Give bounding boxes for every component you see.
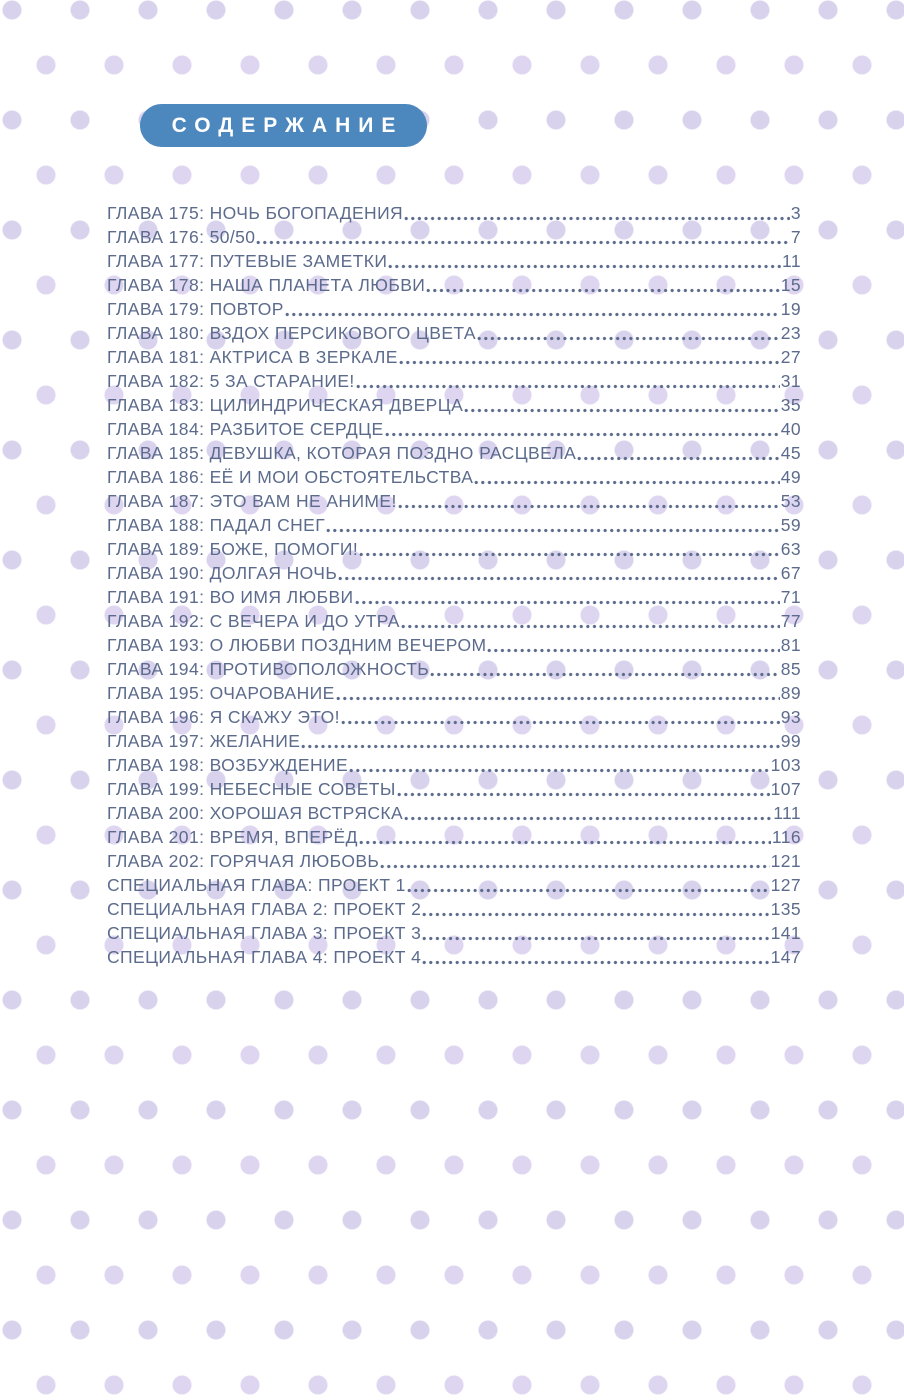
dot-leader bbox=[349, 754, 770, 776]
toc-entry-page: 116 bbox=[771, 827, 801, 847]
dot-leader bbox=[385, 418, 780, 440]
dot-leader bbox=[422, 946, 769, 968]
toc-entry bbox=[107, 872, 801, 896]
toc-entry bbox=[107, 392, 801, 416]
dot-leader bbox=[356, 370, 780, 392]
toc-entry-title: ГЛАВА 201: ВРЕМЯ, ВПЕРЁД bbox=[107, 827, 358, 847]
toc-entry-page: 111 bbox=[773, 803, 801, 823]
toc-entry bbox=[107, 512, 801, 536]
dot-leader bbox=[474, 466, 779, 488]
dot-leader bbox=[301, 730, 779, 752]
toc-entry-title: ГЛАВА 188: ПАДАЛ СНЕГ bbox=[107, 515, 326, 535]
page-title: СОДЕРЖАНИЕ bbox=[171, 113, 404, 137]
toc-entry bbox=[107, 752, 801, 776]
toc-entry-title: ГЛАВА 187: ЭТО ВАМ НЕ АНИМЕ! bbox=[107, 491, 397, 511]
toc-entry-page: 3 bbox=[790, 203, 801, 223]
toc-entry-page: 27 bbox=[780, 347, 801, 367]
dot-leader bbox=[477, 322, 780, 344]
toc-entry-page: 53 bbox=[780, 491, 801, 511]
toc-entry-page: 23 bbox=[780, 323, 801, 343]
toc-entry-page: 59 bbox=[780, 515, 801, 535]
toc-entry-title: ГЛАВА 175: НОЧЬ БОГОПАДЕНИЯ bbox=[107, 203, 404, 223]
toc-entry bbox=[107, 344, 801, 368]
toc-entry-title: ГЛАВА 189: БОЖЕ, ПОМОГИ! bbox=[107, 539, 359, 559]
toc-entry-title: ГЛАВА 190: ДОЛГАЯ НОЧЬ bbox=[107, 563, 338, 583]
toc-entry-title: ГЛАВА 182: 5 ЗА СТАРАНИЕ! bbox=[107, 371, 355, 391]
toc-entry bbox=[107, 704, 801, 728]
toc-entry bbox=[107, 320, 801, 344]
dot-leader bbox=[404, 802, 772, 824]
toc-entry-title: СПЕЦИАЛЬНАЯ ГЛАВА 4: ПРОЕКТ 4 bbox=[107, 947, 422, 967]
toc-entry-page: 40 bbox=[780, 419, 801, 439]
toc-entry-title: ГЛАВА 178: НАША ПЛАНЕТА ЛЮБВИ bbox=[107, 275, 426, 295]
dot-leader bbox=[577, 442, 780, 464]
toc-entry-page: 93 bbox=[780, 707, 801, 727]
toc-entry-page: 15 bbox=[780, 275, 801, 295]
toc-entry-page: 71 bbox=[780, 587, 801, 607]
toc-entry bbox=[107, 464, 801, 488]
toc-entry-title: ГЛАВА 177: ПУТЕВЫЕ ЗАМЕТКИ bbox=[107, 251, 388, 271]
toc-entry-page: 99 bbox=[780, 731, 801, 751]
dot-leader bbox=[422, 898, 769, 920]
dot-leader bbox=[464, 394, 780, 416]
dot-leader bbox=[341, 706, 780, 728]
dot-leader bbox=[285, 298, 780, 320]
toc-entry bbox=[107, 416, 801, 440]
toc-entry bbox=[107, 920, 801, 944]
toc-entry bbox=[107, 248, 801, 272]
toc-entry-page: 67 bbox=[780, 563, 801, 583]
toc-entry-title: ГЛАВА 195: ОЧАРОВАНИЕ bbox=[107, 683, 335, 703]
toc-entry bbox=[107, 368, 801, 392]
toc-entry-page: 81 bbox=[780, 635, 801, 655]
toc-entry-title: ГЛАВА 181: АКТРИСА В ЗЕРКАЛЕ bbox=[107, 347, 398, 367]
toc-entry-page: 19 bbox=[780, 299, 801, 319]
dot-leader bbox=[399, 346, 780, 368]
toc-entry-page: 7 bbox=[790, 227, 801, 247]
toc-entry-page: 35 bbox=[780, 395, 801, 415]
toc-entry bbox=[107, 824, 801, 848]
toc-entry-page: 77 bbox=[780, 611, 801, 631]
toc-entry bbox=[107, 680, 801, 704]
toc-entry-title: СПЕЦИАЛЬНАЯ ГЛАВА 2: ПРОЕКТ 2 bbox=[107, 899, 422, 919]
toc-entry-title: ГЛАВА 186: ЕЁ И МОИ ОБСТОЯТЕЛЬСТВА bbox=[107, 467, 474, 487]
toc-entry-title: ГЛАВА 193: О ЛЮБВИ ПОЗДНИМ ВЕЧЕРОМ bbox=[107, 635, 487, 655]
dot-leader bbox=[407, 874, 770, 896]
toc-entry-page: 85 bbox=[780, 659, 801, 679]
dot-leader bbox=[388, 250, 781, 272]
toc-entry bbox=[107, 488, 801, 512]
toc-entry-title: ГЛАВА 180: ВЗДОХ ПЕРСИКОВОГО ЦВЕТА bbox=[107, 323, 476, 343]
toc-entry bbox=[107, 632, 801, 656]
dot-leader bbox=[430, 658, 780, 680]
toc-entry bbox=[107, 848, 801, 872]
dot-leader bbox=[338, 562, 779, 584]
toc-entry-title: ГЛАВА 200: ХОРОШАЯ ВСТРЯСКА bbox=[107, 803, 404, 823]
toc-entry-title: СПЕЦИАЛЬНАЯ ГЛАВА: ПРОЕКТ 1 bbox=[107, 875, 406, 895]
dot-leader bbox=[398, 490, 780, 512]
toc-entry bbox=[107, 560, 801, 584]
toc-entry-page: 135 bbox=[770, 899, 801, 919]
toc-entry-page: 127 bbox=[770, 875, 801, 895]
page-title-badge bbox=[140, 104, 427, 147]
toc-entry bbox=[107, 608, 801, 632]
toc-entry bbox=[107, 272, 801, 296]
dot-leader bbox=[404, 202, 790, 224]
dot-leader bbox=[401, 610, 780, 632]
toc-entry-page: 49 bbox=[780, 467, 801, 487]
toc-entry-title: ГЛАВА 184: РАЗБИТОЕ СЕРДЦЕ bbox=[107, 419, 384, 439]
toc-entry-page: 103 bbox=[770, 755, 801, 775]
toc-entry bbox=[107, 584, 801, 608]
toc-entry-page: 31 bbox=[780, 371, 801, 391]
toc-entry-title: ГЛАВА 191: ВО ИМЯ ЛЮБВИ bbox=[107, 587, 354, 607]
toc-entry-page: 121 bbox=[770, 851, 801, 871]
toc-entry bbox=[107, 224, 801, 248]
dot-leader bbox=[359, 826, 771, 848]
dot-leader bbox=[355, 586, 780, 608]
toc-entry-page: 147 bbox=[770, 947, 801, 967]
dot-leader bbox=[326, 514, 780, 536]
toc-entry-title: ГЛАВА 198: ВОЗБУЖДЕНИЕ bbox=[107, 755, 349, 775]
dot-leader bbox=[487, 634, 779, 656]
toc-entry-page: 89 bbox=[780, 683, 801, 703]
toc-entry bbox=[107, 944, 801, 968]
toc-entry-page: 107 bbox=[770, 779, 801, 799]
toc-entry-title: ГЛАВА 202: ГОРЯЧАЯ ЛЮБОВЬ bbox=[107, 851, 380, 871]
toc-entry-page: 63 bbox=[780, 539, 801, 559]
toc-entry bbox=[107, 536, 801, 560]
toc-entry-title: ГЛАВА 196: Я СКАЖУ ЭТО! bbox=[107, 707, 340, 727]
toc-entry-title: ГЛАВА 176: 50/50 bbox=[107, 227, 256, 247]
toc-entry-title: ГЛАВА 194: ПРОТИВОПОЛОЖНОСТЬ bbox=[107, 659, 430, 679]
toc-entry-title: ГЛАВА 185: ДЕВУШКА, КОТОРАЯ ПОЗДНО РАСЦВЕЛА bbox=[107, 443, 577, 463]
toc-entry-page: 11 bbox=[782, 251, 801, 271]
toc-entry-title: ГЛАВА 192: С ВЕЧЕРА И ДО УТРА bbox=[107, 611, 400, 631]
toc-entry bbox=[107, 896, 801, 920]
dot-leader bbox=[359, 538, 780, 560]
dot-leader bbox=[256, 226, 789, 248]
dot-leader bbox=[422, 922, 769, 944]
toc-entry bbox=[107, 296, 801, 320]
toc-entry-title: ГЛАВА 197: ЖЕЛАНИЕ bbox=[107, 731, 301, 751]
toc-entry bbox=[107, 800, 801, 824]
dot-leader bbox=[380, 850, 769, 872]
dot-leader bbox=[336, 682, 780, 704]
toc-entry-page: 141 bbox=[770, 923, 801, 943]
toc-entry bbox=[107, 200, 801, 224]
dot-leader bbox=[397, 778, 770, 800]
dot-leader bbox=[426, 274, 779, 296]
toc-entry-title: ГЛАВА 199: НЕБЕСНЫЕ СОВЕТЫ bbox=[107, 779, 396, 799]
toc-entry-title: ГЛАВА 183: ЦИЛИНДРИЧЕСКАЯ ДВЕРЦА bbox=[107, 395, 464, 415]
toc-entry-page: 45 bbox=[780, 443, 801, 463]
toc-entry-title: ГЛАВА 179: ПОВТОР bbox=[107, 299, 284, 319]
toc-entry bbox=[107, 776, 801, 800]
toc-entry bbox=[107, 728, 801, 752]
toc-entry bbox=[107, 440, 801, 464]
toc-entry bbox=[107, 656, 801, 680]
toc-list bbox=[107, 200, 801, 968]
toc-entry-title: СПЕЦИАЛЬНАЯ ГЛАВА 3: ПРОЕКТ 3 bbox=[107, 923, 422, 943]
